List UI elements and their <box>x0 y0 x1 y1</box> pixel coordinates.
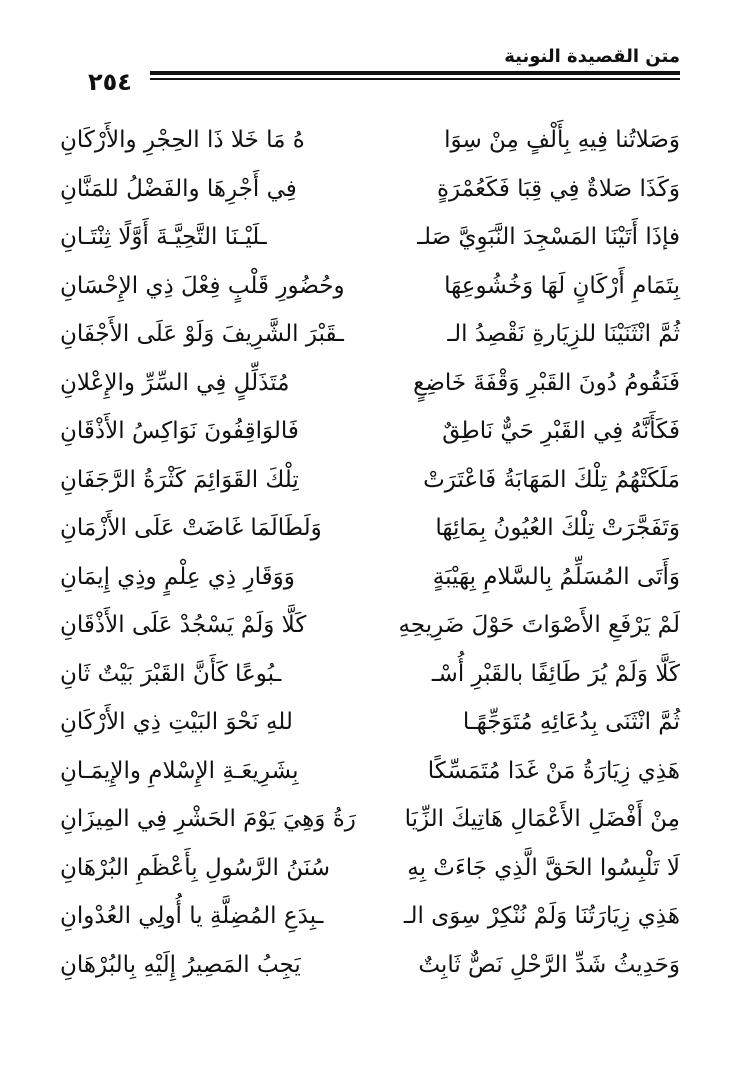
verse-12 <box>60 652 680 701</box>
verse-first-half: وَكَذَا صَلاةٌ فِي قِبَا فَكَعُمْرَةٍ <box>436 175 680 202</box>
verse-first-half: فَكَأَنَّهُ فِي القَبْرِ حَيٌّ نَاطِقٌ <box>442 418 680 444</box>
verse-second-half: فَالوَاقِفُونَ نَوَاكِسُ الأَذْقَانِ <box>60 418 299 444</box>
verse-second-half: يَجِبُ المَصِيرُ إِلَيْهِ بِالبُرْهَانِ <box>60 951 301 978</box>
verse-6 <box>60 361 680 410</box>
header-rule-thin <box>150 78 680 80</box>
verse-13 <box>60 700 680 749</box>
verse-second-half: بِشَرِيعَـةِ الإِسْلامِ والإِيمَـانِ <box>60 757 299 784</box>
verse-second-half: فِي أَجْرِهَا والفَضْلُ للمَنَّانِ <box>60 175 297 202</box>
verse-second-half: ـقَبْرَ الشَّرِيفَ وَلَوْ عَلَى الأَجْفَانِ <box>60 321 344 347</box>
verse-second-half: ـلَيْـنَا التَّحِيَّـةَ أَوَّلًا ثِنْتَـانِ <box>60 224 267 250</box>
verse-first-half: هَذِي زِيَارَتُنَا وَلَمْ نُنْكِرْ سِوَى الـ <box>403 903 680 929</box>
verse-2 <box>60 167 680 216</box>
verse-first-half: وَتَفَجَّرَتْ تِلْكَ العُيُونُ بِمَائِهَا <box>435 515 680 541</box>
page-number: ٢٥٤ <box>88 68 132 96</box>
verse-8 <box>60 458 680 507</box>
verse-10 <box>60 555 680 604</box>
verse-first-half: كَلَّا وَلَمْ يُرَ طَائِفًا بالقَبْرِ أُسْـ <box>431 660 680 687</box>
verse-first-half: وَحَدِيثُ شَدِّ الرَّحْلِ نَصٌّ ثَابِتٌ <box>418 951 680 978</box>
verse-9 <box>60 506 680 555</box>
verse-first-half: مِنْ أَفْضَلِ الأَعْمَالِ هَاتِيكَ الزِّيَا <box>404 806 680 832</box>
verse-second-half: مُتَذَلِّلٍ فِي السِّرِّ والإِعْلانِ <box>60 369 290 396</box>
verse-first-half: وَأَتَى المُسَلِّمُ بِالسَّلامِ بِهَيْبَةٍ <box>432 563 680 590</box>
book-title: متن القصيدة النونية <box>504 46 680 67</box>
verse-second-half: سُنَنُ الرَّسُولِ بِأَعْظَمِ البُرْهَانِ <box>60 854 330 881</box>
verse-7 <box>60 409 680 458</box>
verse-first-half: فإذَا أَتَيْنَا المَسْجِدَ النَّبَوِيَّ صَلـ <box>417 224 680 250</box>
verse-first-half: فَنَقُومُ دُونَ القَبْرِ وَقْفَةَ خَاضِعٍ <box>413 369 680 396</box>
verse-second-half: للهِ نَحْوَ البَيْتِ ذِي الأَرْكَانِ <box>60 709 293 735</box>
verse-first-half: وَصَلاتُنا فِيهِ بِأَلْفٍ مِنْ سِوَا <box>444 127 680 153</box>
verse-first-half: لَمْ يَرْفَعِ الأَصْوَاتَ حَوْلَ ضَرِيحِهِ <box>398 612 680 638</box>
verse-4 <box>60 264 680 313</box>
verse-second-half: رَةُ وَهِيَ يَوْمَ الحَشْرِ فِي المِيزَانِ <box>60 806 356 832</box>
verse-second-half: كَلَّا وَلَمْ يَسْجُدْ عَلَى الأَذْقَانِ <box>60 612 307 638</box>
verse-3 <box>60 215 680 264</box>
verse-first-half: ثُمَّ انْثَنَى بِدُعَائِهِ مُتَوَجِّهًـا <box>462 709 680 735</box>
verse-first-half: بِتَمَامِ أَرْكَانٍ لَهَا وَخُشُوعِهَا <box>444 272 680 299</box>
verse-second-half: وَلَطَالَمَا غَاضَتْ عَلَى الأَزْمَانِ <box>60 515 322 541</box>
verse-first-half: مَلَكَتْهُمُ تِلْكَ المَهَابَةُ فَاعْتَرَتْ <box>423 466 680 493</box>
page-header <box>88 46 680 96</box>
verse-first-half: لَا تَلْبِسُوا الحَقَّ الَّذِي جَاءَتْ بِهِ <box>407 854 680 881</box>
verse-second-half: تِلْكَ القَوَائِمَ كَثْرَةُ الرَّجَفَانِ <box>60 466 299 493</box>
verse-17 <box>60 894 680 943</box>
verse-18 <box>60 943 680 992</box>
verse-15 <box>60 797 680 846</box>
verse-second-half: وَوَقَارِ ذِي عِلْمٍ وذِي إِيمَانِ <box>60 563 295 590</box>
verse-first-half: ثُمَّ انْثَنَيْنَا للزِيَارةِ نَقْصِدُ الـ <box>447 321 680 347</box>
verse-1 <box>60 118 680 167</box>
verse-second-half: هُ مَا خَلا ذَا الحِجْرِ والأَرْكَانِ <box>60 127 305 153</box>
verse-first-half: هَذِي زِيَارَةُ مَنْ غَدَا مُتَمَسِّكًا <box>427 757 680 784</box>
verse-5 <box>60 312 680 361</box>
verse-second-half: وحُضُورِ قَلْبٍ فِعْلَ ذِي الإِحْسَانِ <box>60 272 345 299</box>
verse-11 <box>60 603 680 652</box>
poem-body <box>60 118 680 991</box>
verse-14 <box>60 749 680 798</box>
verse-second-half: ـبِدَعِ المُضِلَّةِ يا أُولِي العُدْوانِ <box>60 903 324 929</box>
verse-second-half: ـبُوعًا كَأَنَّ القَبْرَ بَيْتٌ ثَانِ <box>60 660 282 687</box>
header-rule-thick <box>150 71 680 75</box>
verse-16 <box>60 846 680 895</box>
